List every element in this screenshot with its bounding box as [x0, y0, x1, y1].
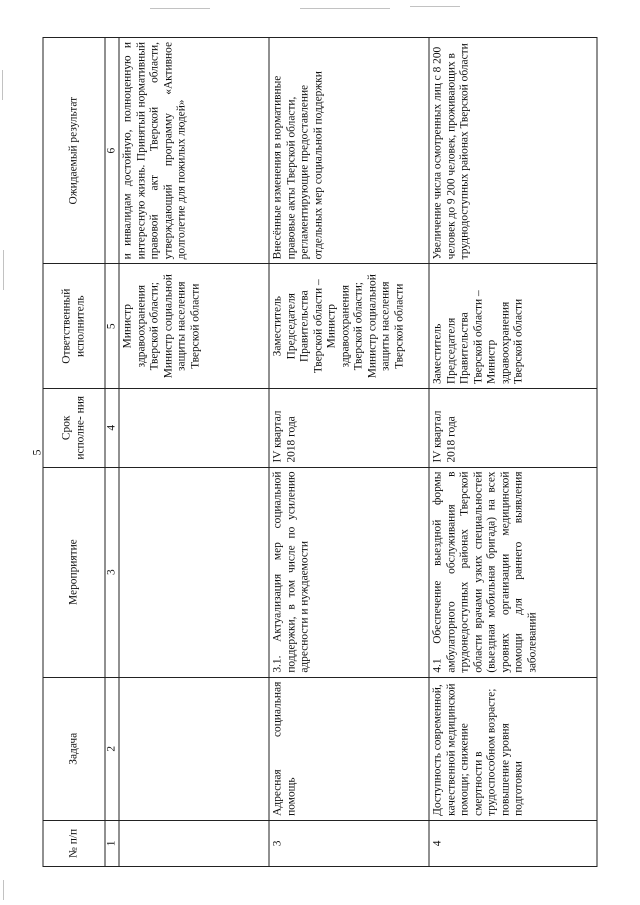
scan-artifact: [3, 880, 4, 900]
row-measure: 4.1 Обеспечение выездной формы амбулаторного обслуживания в трудонедоступных районах Тверской области врачами узких специальностей (выездная мобильная бригада) на всех уровнях организации медицинской помощи для раннего выявления заболеваний: [429, 467, 597, 677]
column-number-row: [105, 38, 119, 867]
table-row: [269, 38, 429, 867]
col-number: 2: [105, 677, 119, 820]
table-row: [119, 38, 269, 867]
row-term: IV квартал 2018 года: [429, 389, 597, 468]
row-executor: Министр здравоохранения Тверской области; Министр социальной защиты населения Тверской области: [119, 264, 269, 389]
header-num: № п/п: [43, 820, 105, 866]
header-term: Срок исполне- ния: [43, 389, 105, 468]
col-number: 6: [105, 38, 119, 264]
row-result: Внесённые изменения в нормативные правовые акты Тверской области, регламентирующие предоставление отдельных мер социальной поддержки: [269, 38, 429, 264]
scan-artifact: [2, 70, 3, 100]
col-number: 5: [105, 264, 119, 389]
page-number: 5: [29, 449, 44, 456]
plan-table: [43, 37, 598, 867]
row-number: 3: [269, 820, 429, 866]
header-executor: Ответственный исполнитель: [43, 264, 105, 389]
scan-artifact: [3, 250, 4, 290]
row-task: Доступность современной, качественной медицинской помощи; снижение смертности в трудоспособном возрасте; повышение уровня подготовки: [429, 677, 597, 820]
header-task: Задача: [43, 677, 105, 820]
col-number: 3: [105, 467, 119, 677]
row-result: Увеличение числа осмотренных лиц с 8 200 человек до 9 200 человек, проживающих в труднодоступных районах Тверской области: [429, 38, 597, 264]
row-term: IV квартал 2018 года: [269, 389, 429, 468]
table-header-row: [43, 38, 105, 867]
row-measure: [119, 467, 269, 677]
col-number: 1: [105, 820, 119, 866]
row-term: [119, 389, 269, 468]
col-number: 4: [105, 389, 119, 468]
row-result: и инвалидам достойную, полноценную и интересную жизнь. Принятый нормативный правовой акт Тверской области, утверждающий программу «Активное долголетие для пожилых людей»: [119, 38, 269, 264]
row-task: Адресная социальная помощь: [269, 677, 429, 820]
rotated-table-container: [43, 37, 598, 867]
header-measure: Мероприятие: [43, 467, 105, 677]
table-row: [429, 38, 597, 867]
scan-artifact: [300, 8, 390, 9]
row-task: [119, 677, 269, 820]
row-executor: Заместитель Председателя Правительства Тверской области – Министр здравоохранения Тверской области; Министр социальной защиты населения Тверской области: [269, 264, 429, 389]
scan-artifact: [150, 8, 210, 9]
scan-artifact: [410, 6, 460, 7]
row-number: [119, 820, 269, 866]
row-number: 4: [429, 820, 597, 866]
row-executor: Заместитель Председателя Правительства Тверской области – Министр здравоохранения Тверской области: [429, 264, 597, 389]
row-measure: 3.1. Актуализация мер социальной поддержки, в том числе по усилению адресности и нуждаемости: [269, 467, 429, 677]
header-result: Ожидаемый результат: [43, 38, 105, 264]
